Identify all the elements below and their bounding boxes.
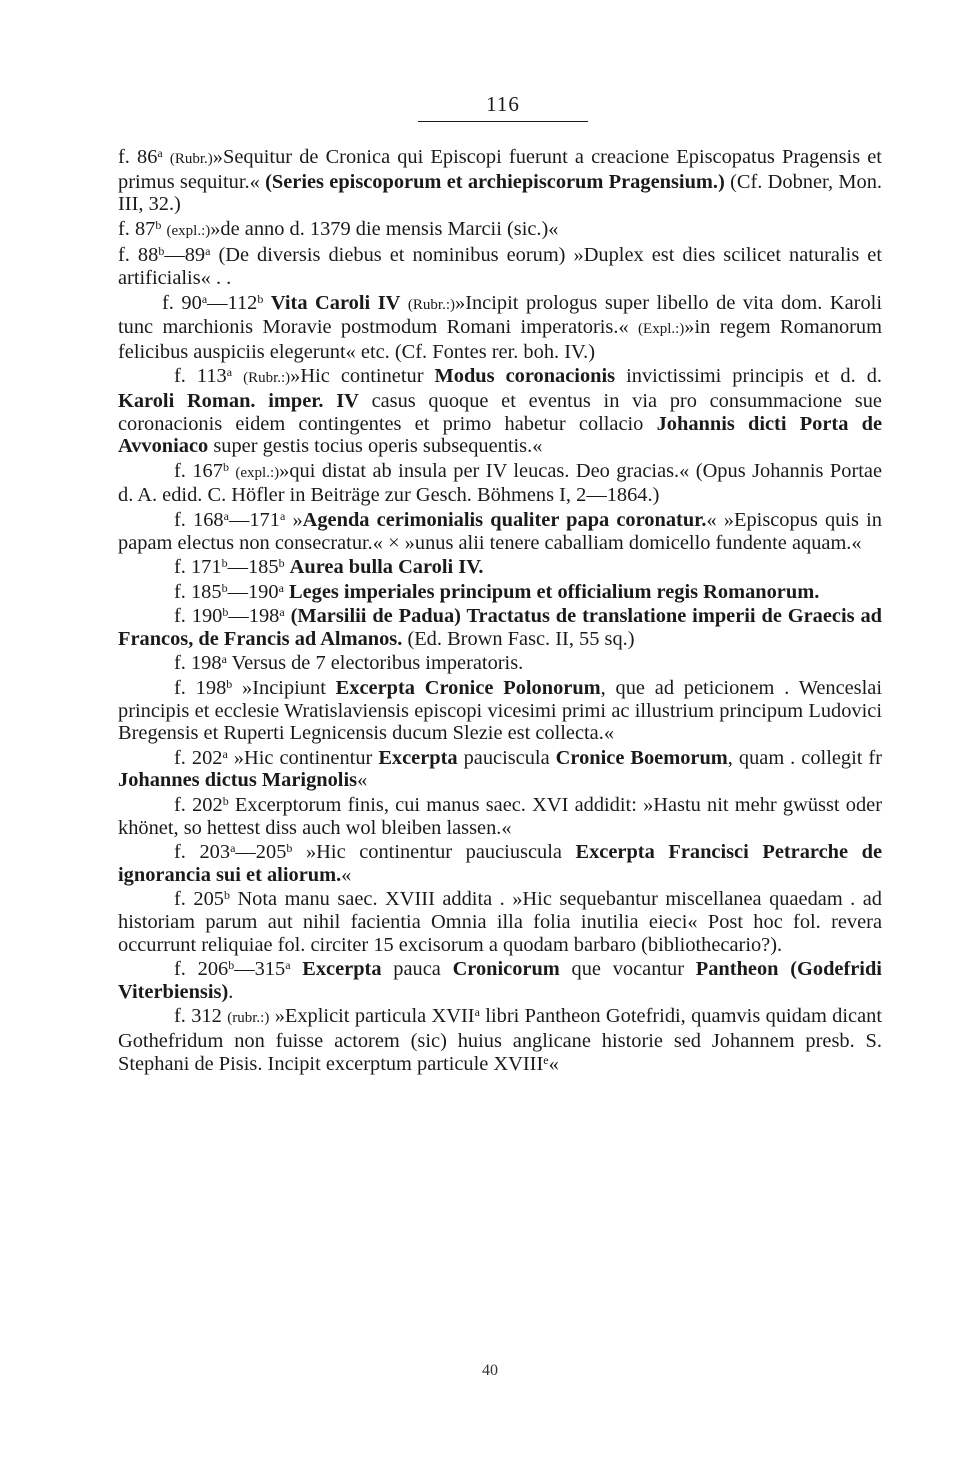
bold-title-text: Agenda cerimonialis qualiter papa coronatur.: [302, 508, 707, 531]
folio-side-superscript: b: [286, 841, 293, 856]
entry-text: f. 86: [118, 146, 158, 168]
entry-text: »in regem Romanorum felicibus auspiciis elegerunt« etc. (Cf. Fontes rer. boh. IV.): [118, 316, 882, 363]
entry-text: [400, 292, 408, 314]
entry-text: super gestis tocius operis subsequentis.«: [208, 435, 543, 458]
folio-side-superscript: b: [158, 244, 165, 259]
entry-text: —198: [228, 605, 280, 628]
entry-text: «: [357, 769, 368, 792]
bold-title-text: Excerpta Cronice Polonorum: [335, 677, 601, 700]
catalog-entry: [118, 888, 882, 956]
entry-text: (Cf. Dobner, Mon. III, 32.): [118, 170, 882, 216]
catalog-entry: [118, 146, 882, 216]
bold-title-text: Leges imperiales principum et officialium regis Romanorum.: [289, 580, 820, 603]
folio-side-superscript: a: [278, 580, 284, 595]
catalog-entry: [118, 556, 882, 579]
entry-text: casus quoque et eventus in via pro consummacione sue coronacionis eidem contingentes et primo habetur collacio: [118, 389, 882, 435]
entry-text: (Rubr.:): [407, 296, 455, 313]
entry-text: f. 113: [174, 365, 227, 388]
folio-side-superscript: a: [205, 244, 211, 259]
catalog-entry: [118, 460, 882, 507]
folio-side-superscript: e: [543, 1052, 549, 1067]
bold-title-text: Karoli Roman. imper. IV: [118, 389, 359, 412]
entry-text: [263, 292, 271, 314]
footer-page-number: 40: [482, 1362, 498, 1379]
bold-title-text: Excerpta: [302, 958, 382, 981]
folio-side-superscript: a: [222, 746, 228, 761]
entry-text: (expl.:): [235, 464, 280, 481]
page-number: 116: [486, 92, 520, 116]
entry-text: f. 206: [174, 958, 229, 981]
entry-text: »qui distat ab insula per IV leucas. Deo gracias.« (Opus Johannis Portae d. A. edid. C. Höfler in Beiträge zur Gesch. Böhmens I, 2—1864.): [118, 459, 882, 507]
entry-text: libri Pantheon Gotefridi, quamvis quidam dicant Gothefridum non fuisse actorem (sic) huius anglicane historie sed Johannem presb. S. Stephani de Pisis. Incipit excerptum particule XVIII: [118, 1005, 883, 1075]
folio-side-superscript: b: [257, 291, 264, 306]
folio-side-superscript: a: [230, 841, 236, 856]
folio-side-superscript: a: [285, 958, 291, 973]
entry-text: »de anno d. 1379 die mensis Marcii (sic.)«: [210, 217, 559, 240]
entry-text: f. 312: [174, 1005, 228, 1028]
entry-text: f. 203: [174, 841, 231, 864]
folio-side-superscript: a: [223, 508, 229, 523]
entry-text: (Expl.:): [638, 321, 685, 338]
manuscript-description: [118, 146, 882, 1075]
entry-text: , quam . collegit fr: [727, 746, 883, 769]
bold-title-text: (Marsilii de Padua) Tractatus de translatione imperii de Graecis ad Francos, de Francis ad Almanos.: [118, 605, 882, 650]
entry-text: f. 202: [174, 746, 223, 769]
catalog-entry: [118, 605, 882, 650]
entry-text: »Hic continentur pauciuscula: [292, 841, 576, 864]
folio-side-superscript: b: [222, 459, 229, 474]
folio-side-superscript: b: [223, 888, 230, 903]
entry-text: invictissimi principis et d. d.: [615, 365, 882, 388]
bold-title-text: Pantheon (Godefridi Viterbiensis): [118, 958, 882, 1003]
folio-side-superscript: a: [226, 365, 233, 380]
entry-text: —315: [234, 958, 286, 981]
entry-text: —112: [207, 291, 258, 314]
bold-title-text: Cronice Boemorum: [555, 746, 728, 769]
catalog-entry: [118, 244, 882, 289]
folio-side-superscript: b: [278, 556, 285, 571]
bold-title-text: Cronicorum: [452, 958, 560, 981]
folio-side-superscript: b: [222, 605, 229, 620]
catalog-entry: [118, 365, 882, 457]
entry-text: «: [548, 1052, 559, 1075]
catalog-entry: [118, 677, 882, 745]
entry-text: f. 185: [174, 580, 222, 603]
bold-title-text: Vita Caroli IV: [270, 291, 401, 314]
entry-text: f. 198: [174, 652, 222, 675]
bold-title-text: Excerpta: [378, 746, 458, 769]
catalog-entry: [118, 218, 882, 243]
entry-text: .: [228, 980, 234, 1003]
entry-text: f. 87: [118, 217, 156, 240]
entry-text: f. 90: [162, 291, 202, 314]
entry-text: »Explicit particula XVII: [269, 1005, 475, 1028]
catalog-entry: [118, 958, 882, 1003]
entry-text: »Incipiunt: [232, 677, 336, 700]
catalog-entry: [118, 292, 882, 364]
folio-side-superscript: b: [222, 794, 229, 809]
entry-text: »Hic continetur: [290, 365, 435, 388]
entry-text: —185: [227, 556, 279, 579]
entry-text: f. 190: [174, 605, 223, 628]
entry-text: f. 171: [174, 556, 222, 579]
entry-text: , que ad peticionem . Wenceslai principis et ecclesie Wratislaviensis episcopi vicesimi primi ac illustrium principum Ludovici Bregensis et Ruperti Legnicensis ducum Slezie est collecta.«: [118, 677, 882, 745]
entry-text: —89: [164, 244, 206, 267]
entry-text: »Sequitur de Cronica qui Episcopi fuerunt a creacione Episcopatus Pragensis et primus sequitur.«: [118, 146, 882, 193]
folio-side-superscript: a: [221, 652, 227, 667]
catalog-entry: [118, 747, 882, 792]
entry-text: f. 167: [174, 459, 223, 482]
bold-title-text: Modus coronacionis: [434, 365, 616, 388]
entry-text: f. 168: [174, 508, 224, 531]
catalog-entry: [118, 794, 882, 839]
header-rule: [418, 121, 588, 122]
entry-text: (rubr.:): [227, 1010, 270, 1027]
folio-side-superscript: b: [155, 217, 162, 232]
entry-text: pauciscula: [457, 746, 556, 769]
entry-text: Nota manu saec. XVIII addita . »Hic sequebantur miscellanea quaedam . ad historiam parum aut nihil facientia Omnia illa folia inutilia eieci« Post hoc fol. revera occurrunt reliquiae fol. circiter 15 excisorum a quodam barbaro (bibliothecario?).: [118, 888, 882, 956]
catalog-entry: [118, 509, 882, 554]
entry-text: »Hic continentur: [227, 746, 379, 769]
entry-text: »Incipit prologus super libello de vita dom. Karoli tunc marchionis Moravie postmodum Romani imperatoris.«: [118, 291, 882, 339]
folio-side-superscript: a: [201, 291, 208, 306]
folio-side-superscript: b: [221, 580, 228, 595]
entry-text: (Rubr.:): [243, 370, 291, 387]
catalog-entry: [118, 1005, 882, 1075]
entry-text: Excerptorum finis, cui manus saec. XVI addidit: »Hastu nit mehr gwüsst oder khönet, so hettest diss auch wol bleiben lassen.«: [118, 794, 883, 839]
entry-text: « »Episcopus quis in papam electus non consecratur.« × »unus alii tenere caballiam domicello fundente aquam.«: [118, 508, 882, 554]
folio-side-superscript: b: [228, 958, 235, 973]
bold-title-text: Aurea bulla Caroli IV.: [289, 556, 484, 579]
entry-text: pauca: [381, 958, 453, 981]
entry-text: [291, 958, 303, 980]
entry-text: f. 198: [174, 677, 227, 700]
entry-text: »: [285, 508, 303, 531]
entry-text: «: [341, 863, 352, 886]
folio-side-superscript: a: [474, 1005, 480, 1020]
entry-text: que vocantur: [559, 958, 696, 981]
folio-side-superscript: b: [221, 556, 228, 571]
entry-text: (Ed. Brown Fasc. II, 55 sq.): [402, 627, 635, 650]
entry-text: [232, 365, 243, 387]
folio-side-superscript: b: [226, 677, 233, 692]
catalog-entry: [118, 581, 882, 604]
entry-text: f. 202: [174, 794, 223, 817]
entry-text: [163, 146, 170, 168]
bold-title-text: Johannes dictus Marignolis: [118, 769, 358, 792]
bold-title-text: Excerpta Francisci Petrarche de ignorancia sui et aliorum.: [118, 841, 883, 886]
entry-text: f. 88: [118, 244, 159, 267]
folio-side-superscript: a: [279, 605, 285, 620]
entry-text: Versus de 7 electoribus imperatoris.: [226, 652, 524, 675]
entry-text: (expl.:): [166, 222, 211, 239]
entry-text: —205: [235, 841, 287, 864]
folio-side-superscript: a: [157, 146, 163, 160]
entry-text: (Rubr.): [169, 151, 213, 167]
entry-text: f. 205: [174, 888, 224, 911]
bold-title-text: Johannis dicti Porta de Avvoniaco: [118, 412, 882, 458]
entry-text: —171: [228, 508, 280, 531]
entry-text: (De diversis diebus et nominibus eorum) »Duplex est dies scilicet naturalis et artificialis« . .: [118, 244, 882, 289]
catalog-entry: [118, 841, 882, 886]
catalog-entry: [118, 652, 882, 675]
bold-title-text: (Series episcoporum et archiepiscorum Pragensium.): [265, 170, 725, 193]
folio-side-superscript: a: [279, 508, 286, 523]
entry-text: —190: [227, 580, 279, 603]
